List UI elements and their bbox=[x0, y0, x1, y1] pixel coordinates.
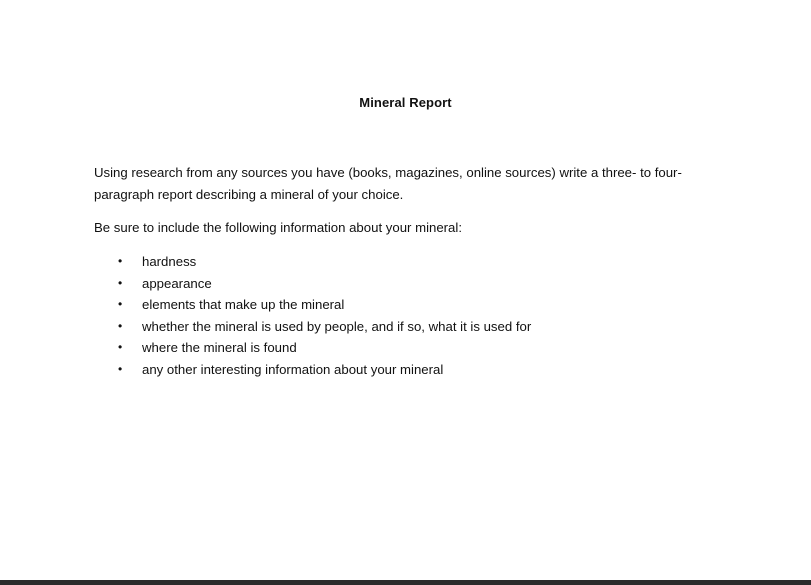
instructions-paragraph: Using research from any sources you have (books, magazines, online sources) write a three- to four-paragraph report describing a mineral of your choice. bbox=[94, 165, 682, 202]
list-item bbox=[94, 337, 531, 359]
bullet-icon: • bbox=[118, 361, 123, 376]
bottom-edge-bar bbox=[0, 580, 811, 585]
list-item bbox=[94, 273, 531, 295]
bullet-icon: • bbox=[118, 340, 123, 354]
list-item-text: appearance bbox=[142, 275, 212, 291]
list-item-text: elements that make up the mineral bbox=[142, 297, 345, 312]
list-item bbox=[94, 294, 531, 316]
list-item bbox=[94, 316, 531, 338]
list-item-text: whether the mineral is used by people, and if so, what it is used for bbox=[142, 318, 532, 334]
list-item bbox=[94, 251, 531, 273]
list-item-text: hardness bbox=[142, 254, 197, 269]
list-item-text: any other interesting information about your mineral bbox=[142, 361, 444, 377]
requirements-list bbox=[94, 251, 531, 380]
requirements-intro: Be sure to include the following information about your mineral: bbox=[94, 220, 462, 235]
bullet-icon: • bbox=[118, 297, 123, 311]
list-item bbox=[94, 359, 531, 381]
bullet-icon: • bbox=[118, 254, 123, 268]
bullet-icon: • bbox=[118, 318, 123, 333]
list-item-text: where the mineral is found bbox=[142, 340, 297, 355]
bullet-icon: • bbox=[118, 275, 123, 290]
page-title: Mineral Report bbox=[359, 95, 452, 110]
